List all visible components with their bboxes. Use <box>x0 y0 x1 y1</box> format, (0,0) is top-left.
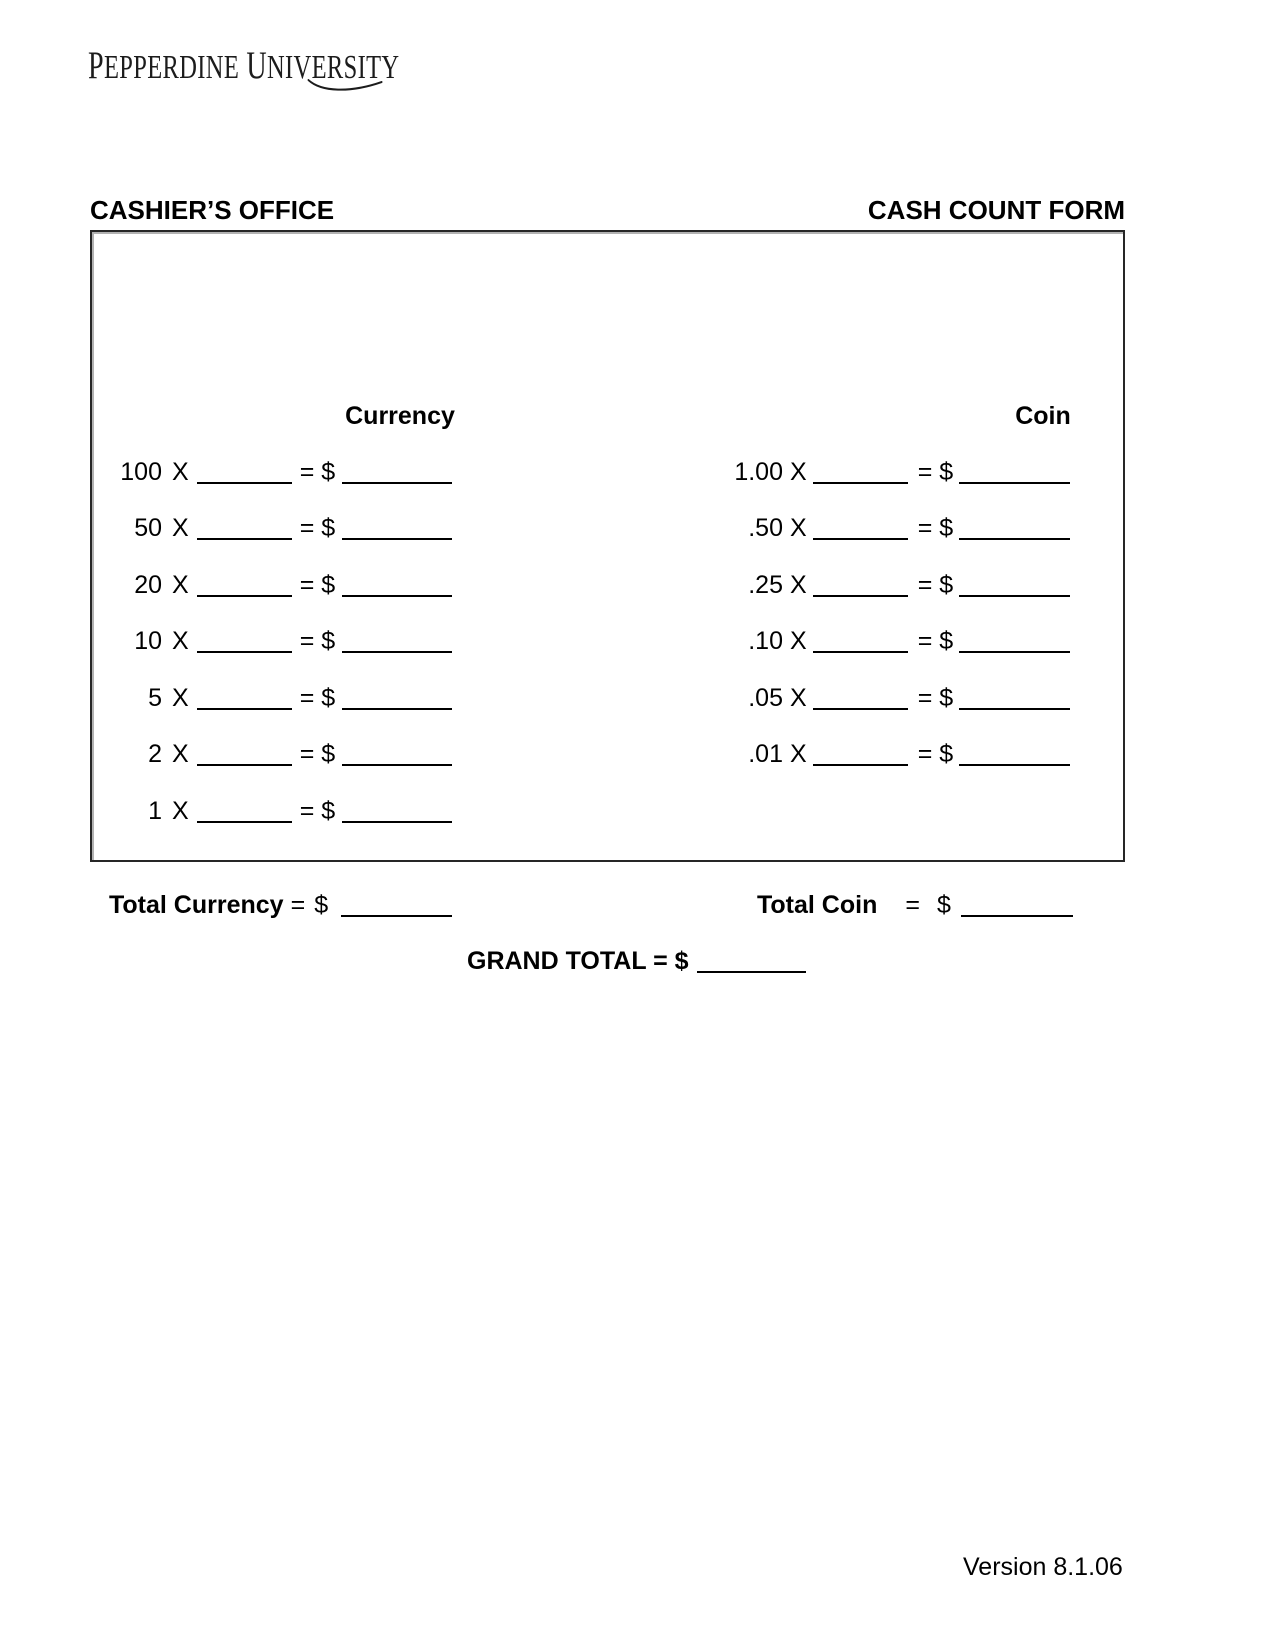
denomination-label: 50 <box>134 514 162 542</box>
count-blank[interactable] <box>813 708 908 710</box>
count-blank[interactable] <box>813 651 908 653</box>
denomination-label: .05 <box>748 684 783 712</box>
equals-dollar-label: = $ <box>917 627 954 655</box>
equals-dollar-label: = $ <box>299 740 336 768</box>
total-coin-blank[interactable] <box>961 915 1073 917</box>
logo-word-rest: NIVERSITY <box>266 49 400 86</box>
amount-blank[interactable] <box>959 651 1070 653</box>
coin-row <box>700 742 1070 767</box>
coin-rows <box>92 232 1123 860</box>
equals-sign: = <box>290 891 306 919</box>
count-box <box>90 230 1125 862</box>
denomination-label: .50 <box>748 514 783 542</box>
equals-dollar-label: = $ <box>299 458 336 486</box>
coin-row <box>700 516 1070 541</box>
multiply-symbol: X <box>172 740 189 768</box>
multiply-symbol: X <box>172 627 189 655</box>
denomination-label: 10 <box>134 627 162 655</box>
denomination-label: 20 <box>134 571 162 599</box>
logo-initial: P <box>88 44 104 87</box>
denomination-label: .25 <box>748 571 783 599</box>
coin-column-header: Coin <box>1015 402 1071 430</box>
amount-blank[interactable] <box>959 708 1070 710</box>
university-logo <box>88 46 407 88</box>
multiply-symbol: X <box>790 571 807 599</box>
multiply-symbol: X <box>172 514 189 542</box>
denomination-label: .01 <box>748 740 783 768</box>
denomination-label: 1.00 <box>734 458 783 486</box>
multiply-symbol: X <box>172 684 189 712</box>
total-coin-line <box>757 893 1073 918</box>
equals-dollar-label: = $ <box>917 684 954 712</box>
grand-total-blank[interactable] <box>697 971 806 973</box>
equals-dollar-label: = $ <box>299 627 336 655</box>
total-currency-line <box>109 893 452 918</box>
equals-dollar-label: = $ <box>917 740 954 768</box>
multiply-symbol: X <box>790 740 807 768</box>
grand-total-label: GRAND TOTAL = $ <box>467 947 689 975</box>
denomination-label: .10 <box>748 627 783 655</box>
equals-dollar-label: = $ <box>299 571 336 599</box>
multiply-symbol: X <box>172 571 189 599</box>
denomination-label: 2 <box>148 740 162 768</box>
count-blank[interactable] <box>813 482 908 484</box>
multiply-symbol: X <box>790 684 807 712</box>
equals-dollar-label: = $ <box>299 514 336 542</box>
form-title: CASH COUNT FORM <box>867 195 1125 225</box>
total-currency-label: Total Currency <box>109 891 284 919</box>
coin-row <box>700 573 1070 598</box>
logo-word-rest: EPPERDINE <box>103 49 240 86</box>
currency-column-header: Currency <box>345 402 455 430</box>
multiply-symbol: X <box>172 458 189 486</box>
denomination-label: 100 <box>120 458 162 486</box>
count-blank[interactable] <box>813 595 908 597</box>
multiply-symbol: X <box>790 514 807 542</box>
dollar-sign: $ <box>936 891 951 919</box>
amount-blank[interactable] <box>959 482 1070 484</box>
equals-dollar-label: = $ <box>917 514 954 542</box>
dollar-sign: $ <box>314 891 329 919</box>
equals-dollar-label: = $ <box>299 684 336 712</box>
amount-blank[interactable] <box>959 538 1070 540</box>
logo-initial: U <box>246 44 267 87</box>
logo-swash <box>305 79 386 95</box>
form-header-row <box>90 197 1125 223</box>
denomination-label: 5 <box>148 684 162 712</box>
multiply-symbol: X <box>790 458 807 486</box>
count-blank[interactable] <box>813 764 908 766</box>
amount-blank[interactable] <box>959 764 1070 766</box>
equals-dollar-label: = $ <box>917 571 954 599</box>
equals-dollar-label: = $ <box>917 458 954 486</box>
count-blank[interactable] <box>813 538 908 540</box>
amount-blank[interactable] <box>959 595 1070 597</box>
total-coin-label: Total Coin <box>757 891 878 919</box>
multiply-symbol: X <box>172 797 189 825</box>
equals-sign: = <box>905 891 920 919</box>
total-currency-blank[interactable] <box>341 915 452 917</box>
office-title: CASHIER’S OFFICE <box>90 195 335 225</box>
multiply-symbol: X <box>790 627 807 655</box>
coin-row <box>700 629 1070 654</box>
version-label: Version 8.1.06 <box>963 1553 1123 1581</box>
coin-row <box>700 460 1070 485</box>
logo-word-pepperdine <box>88 44 240 87</box>
coin-row <box>700 686 1070 711</box>
grand-total-line <box>467 949 806 974</box>
denomination-label: 1 <box>148 797 162 825</box>
equals-dollar-label: = $ <box>299 797 336 825</box>
